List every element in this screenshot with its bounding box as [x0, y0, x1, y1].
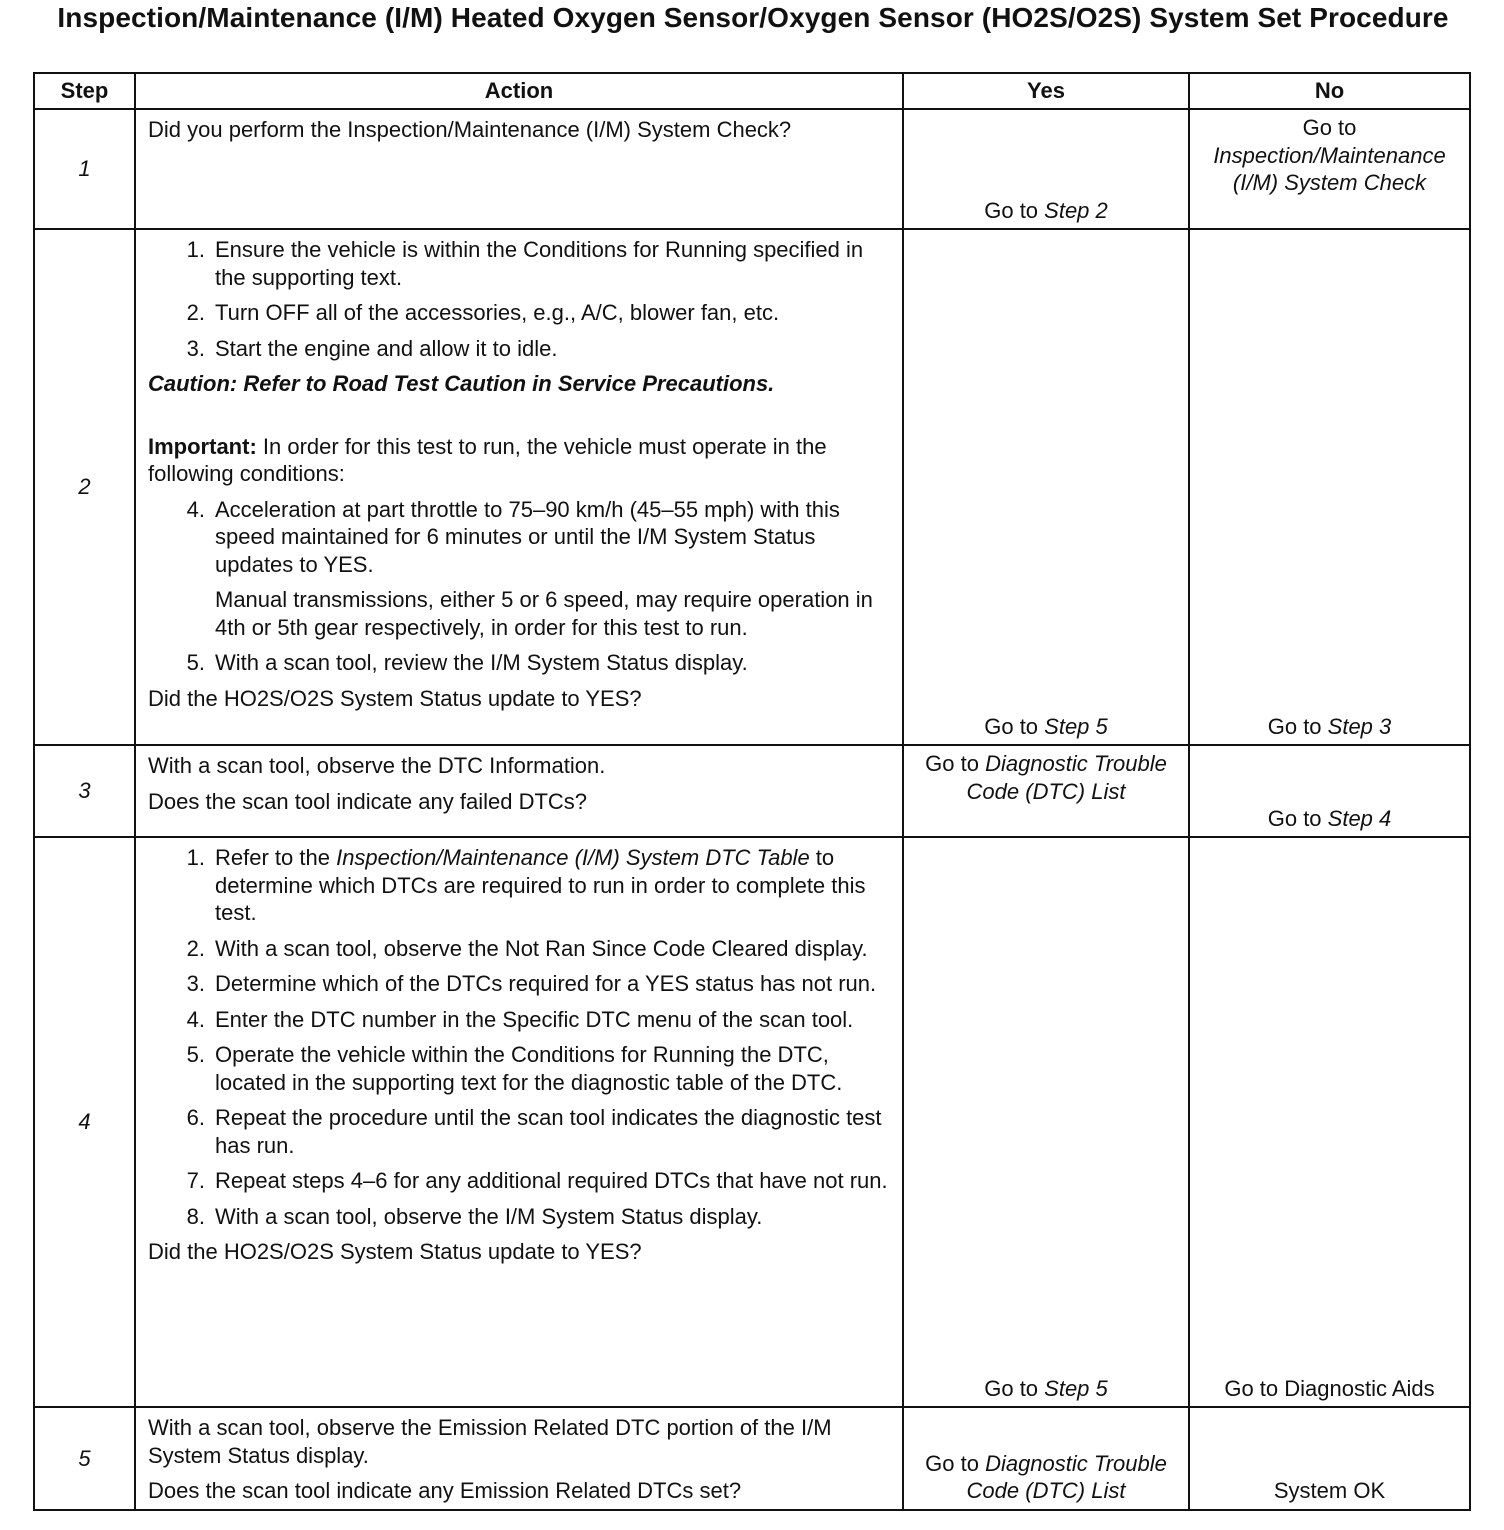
yes-link[interactable]: Step 5 — [1044, 713, 1108, 739]
yes-link[interactable]: Diagnostic Trouble Code (DTC) List — [966, 1450, 1167, 1503]
list-text: Start the engine and allow it to idle. — [215, 335, 558, 361]
table-row-step-2 — [34, 229, 1470, 745]
list-item — [148, 1041, 892, 1096]
list-text: With a scan tool, observe the Not Ran Since Code Cleared display. — [215, 935, 868, 961]
list-item — [148, 1006, 892, 1034]
yes-link[interactable]: Step 2 — [1044, 197, 1108, 223]
list-number: 5. — [186, 1042, 205, 1067]
yes-cell[interactable] — [903, 1407, 1189, 1510]
yes-cell[interactable] — [903, 745, 1189, 837]
header-step: Step — [34, 73, 135, 109]
no-link[interactable]: Inspection/Maintenance (I/M) System Check — [1213, 142, 1446, 195]
list-text: Determine which of the DTCs required for a YES status has not run. — [215, 971, 877, 996]
list-item — [148, 1203, 892, 1231]
step-number: 1 — [34, 109, 135, 229]
list-number: 3. — [186, 971, 205, 996]
list-item — [148, 335, 892, 363]
list-number: 6. — [186, 1105, 205, 1130]
no-cell[interactable] — [1189, 229, 1470, 745]
list-text: Repeat steps 4–6 for any additional required DTCs that have not run. — [215, 1168, 888, 1193]
action-cell — [135, 229, 903, 745]
table-row-step-4 — [34, 837, 1470, 1407]
action-question: Did the HO2S/O2S System Status update to YES? — [148, 1239, 642, 1264]
table-row-step-1 — [34, 109, 1470, 229]
no-go-to: Go to — [1267, 713, 1328, 739]
no-cell[interactable] — [1189, 109, 1470, 229]
no-link[interactable]: Step 3 — [1327, 713, 1392, 739]
list-text: Acceleration at part throttle to 75–90 km/h (45–55 mph) with this speed maintained for 6 minutes or until the I/M System Status updates to YES. — [215, 496, 840, 577]
list-number: 5. — [186, 650, 205, 675]
page-title: Inspection/Maintenance (I/M) Heated Oxygen Sensor/Oxygen Sensor (HO2S/O2S) System Set Procedure — [57, 2, 1449, 33]
yes-go-to: Go to — [925, 751, 986, 776]
list-number: 4. — [186, 496, 205, 522]
step-number: 3 — [34, 745, 135, 837]
list-number: 1. — [186, 237, 205, 262]
yes-link[interactable]: Step 5 — [1044, 1375, 1108, 1401]
yes-cell[interactable] — [903, 109, 1189, 229]
step-number: 4 — [34, 837, 135, 1407]
yes-link[interactable]: Diagnostic Trouble Code (DTC) List — [966, 751, 1167, 804]
list-number: 8. — [186, 1203, 205, 1229]
list-number: 1. — [186, 845, 205, 870]
step-number: 2 — [34, 229, 135, 745]
list-text-part: to determine which DTCs are required to run in order to complete this test. — [215, 845, 866, 925]
table-row-step-5 — [34, 1407, 1470, 1510]
table-row-step-3 — [34, 745, 1470, 837]
list-item — [148, 1104, 892, 1159]
action-question: Did you perform the Inspection/Maintenance (I/M) System Check? — [148, 117, 792, 142]
yes-go-to: Go to — [984, 1375, 1045, 1401]
list-item — [148, 1167, 892, 1195]
action-question: Did the HO2S/O2S System Status update to YES? — [148, 685, 642, 711]
action-cell — [135, 109, 903, 229]
action-question: Does the scan tool indicate any Emission Related DTCs set? — [148, 1478, 742, 1503]
yes-cell[interactable] — [903, 229, 1189, 745]
list-text-part: Refer to the — [215, 845, 337, 870]
table-header-row — [34, 73, 1470, 109]
list-text: Repeat the procedure until the scan tool indicates the diagnostic test has run. — [215, 1105, 882, 1158]
important-label: Important: — [148, 433, 257, 459]
header-action: Action — [135, 73, 903, 109]
list-text: Enter the DTC number in the Specific DTC menu of the scan tool. — [215, 1006, 854, 1032]
yes-go-to: Go to — [984, 197, 1045, 223]
list-item — [148, 935, 892, 963]
list-item — [148, 649, 892, 677]
no-link[interactable]: Step 4 — [1327, 805, 1392, 831]
no-cell — [1189, 1407, 1470, 1510]
list-text: With a scan tool, observe the I/M System Status display. — [215, 1203, 763, 1229]
dtc-table-reference[interactable]: Inspection/Maintenance (I/M) System DTC Table — [336, 845, 810, 870]
list-text — [215, 844, 892, 927]
yes-go-to: Go to — [925, 1450, 986, 1476]
list-number: 2. — [186, 300, 205, 325]
list-text: Ensure the vehicle is within the Conditions for Running specified in the supporting text. — [215, 237, 864, 290]
list-text: With a scan tool, review the I/M System Status display. — [215, 650, 748, 675]
list-text: Operate the vehicle within the Conditions for Running the DTC, located in the supporting text for the diagnostic table of the DTC. — [215, 1042, 843, 1095]
yes-cell[interactable] — [903, 837, 1189, 1407]
action-cell — [135, 1407, 903, 1510]
no-go-to: Go to — [1267, 805, 1328, 831]
header-yes: Yes — [903, 73, 1189, 109]
no-go-to: Go to — [1302, 115, 1357, 140]
no-cell[interactable] — [1189, 745, 1470, 837]
action-cell — [135, 837, 903, 1407]
caution-note: Caution: Refer to Road Test Caution in Service Precautions. — [148, 371, 775, 396]
list-item-note: Manual transmissions, either 5 or 6 speed, may require operation in 4th or 5th gear respectively, in order for this test to run. — [215, 587, 873, 640]
no-link[interactable]: Go to Diagnostic Aids — [1224, 1375, 1435, 1401]
yes-go-to: Go to — [984, 713, 1045, 739]
no-cell[interactable] — [1189, 837, 1470, 1407]
step-number: 5 — [34, 1407, 135, 1510]
list-number: 3. — [186, 335, 205, 361]
action-question: Does the scan tool indicate any failed DTCs? — [148, 788, 588, 814]
list-item — [148, 299, 892, 327]
action-text: With a scan tool, observe the Emission Related DTC portion of the I/M System Status display. — [148, 1415, 832, 1468]
action-text: With a scan tool, observe the DTC Information. — [148, 753, 606, 778]
important-note — [148, 433, 892, 488]
result-text: System OK — [1273, 1478, 1386, 1503]
list-item — [148, 844, 892, 927]
header-no: No — [1189, 73, 1470, 109]
list-item — [148, 496, 892, 579]
action-cell — [135, 745, 903, 837]
list-item — [148, 236, 892, 291]
procedure-table — [33, 72, 1471, 1511]
list-number: 7. — [186, 1168, 205, 1193]
important-text: In order for this test to run, the vehicle must operate in the following conditions: — [148, 433, 827, 486]
list-number: 2. — [186, 935, 205, 961]
list-number: 4. — [186, 1006, 205, 1032]
list-item — [148, 970, 892, 998]
list-text: Turn OFF all of the accessories, e.g., A/C, blower fan, etc. — [215, 300, 780, 325]
